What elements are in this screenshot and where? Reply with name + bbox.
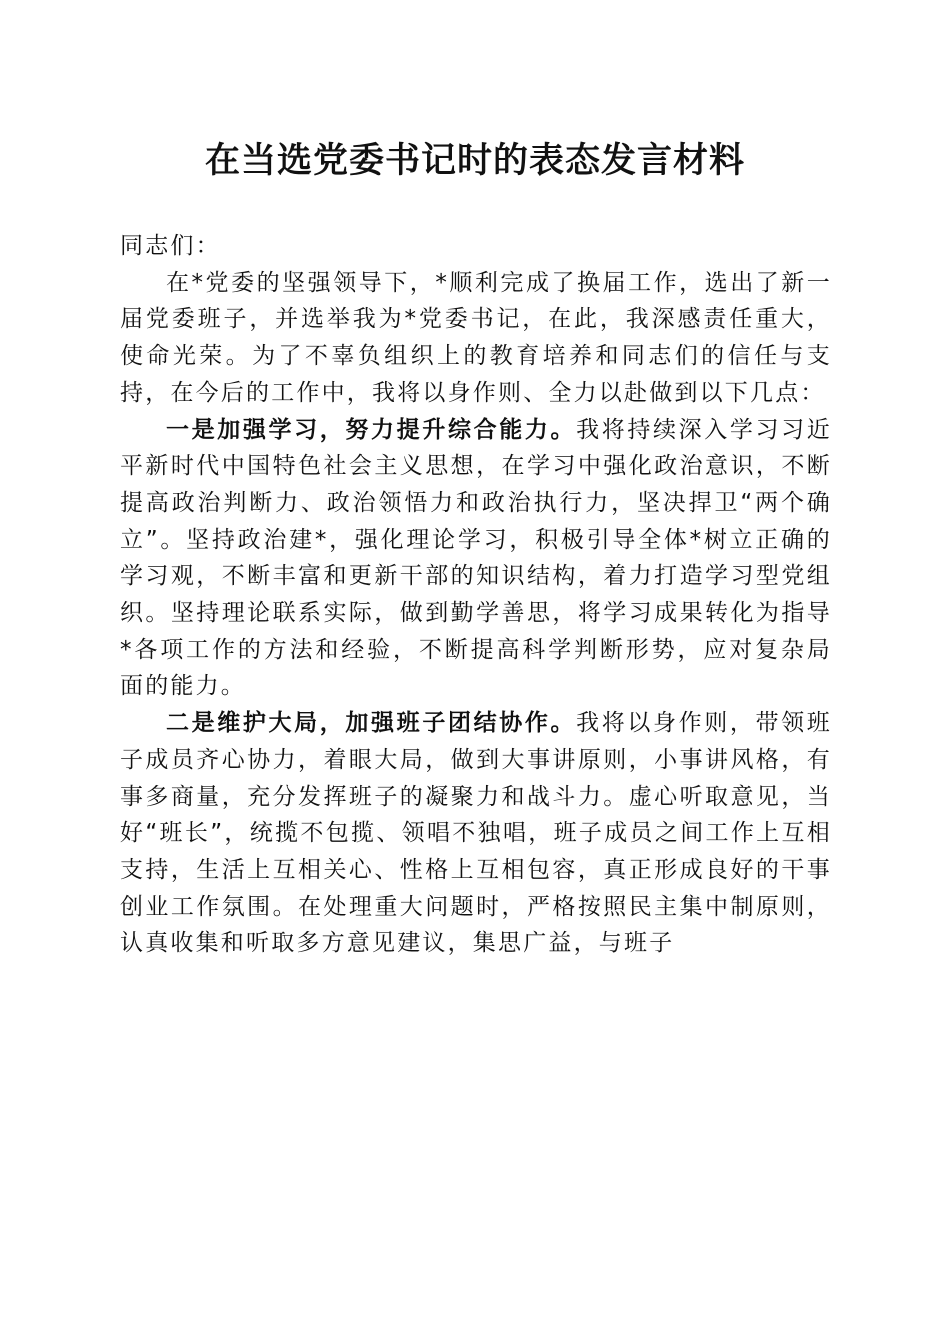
paragraph-lead: 一是加强学习，努力提升综合能力。 <box>166 416 577 443</box>
document-title: 在当选党委书记时的表态发言材料 <box>204 140 745 181</box>
salutation: 同志们： <box>120 233 221 259</box>
paragraph-text: 在*党委的坚强领导下，*顺利完成了换届工作，选出了新一届党委班子，并选举我为*党委书记，在此，我深感责任重大，使命光荣。为了不辜负组织上的教育培养和同志们的信任与支持，在今后的工作中，我将以身作则、全力以赴做到以下几点： <box>120 269 832 406</box>
paragraph-intro <box>120 265 832 412</box>
paragraph-point-two <box>120 705 832 962</box>
paragraph-lead: 二是维护大局，加强班子团结协作。 <box>166 710 577 737</box>
paragraph-point-one <box>120 412 832 706</box>
paragraph-text: 我将持续深入学习习近平新时代中国特色社会主义思想，在学习中强化政治意识，不断提高政治判断力、政治领悟力和政治执行力，坚决捍卫“两个确立”。坚持政治建*，强化理论学习，积极引导全体*树立正确的学习观，不断丰富和更新干部的知识结构，着力打造学习型党组织。坚持理论联系实际，做到勤学善思，将学习成果转化为指导*各项工作的方法和经验，不断提高科学判断形势，应对复杂局面的能力。 <box>120 416 833 700</box>
paragraph-text: 我将以身作则，带领班子成员齐心协力，着眼大局，做到大事讲原则，小事讲风格，有事多商量，充分发挥班子的凝聚力和战斗力。虚心听取意见，当好“班长”，统揽不包揽、领唱不独唱，班子成员之间工作上互相支持，生活上互相关心、性格上互相包容，真正形成良好的干事创业工作氛围。在处理重大问题时，严格按照民主集中制原则，认真收集和听取多方意见建议，集思广益，与班子 <box>120 710 833 957</box>
document-body <box>120 228 832 962</box>
